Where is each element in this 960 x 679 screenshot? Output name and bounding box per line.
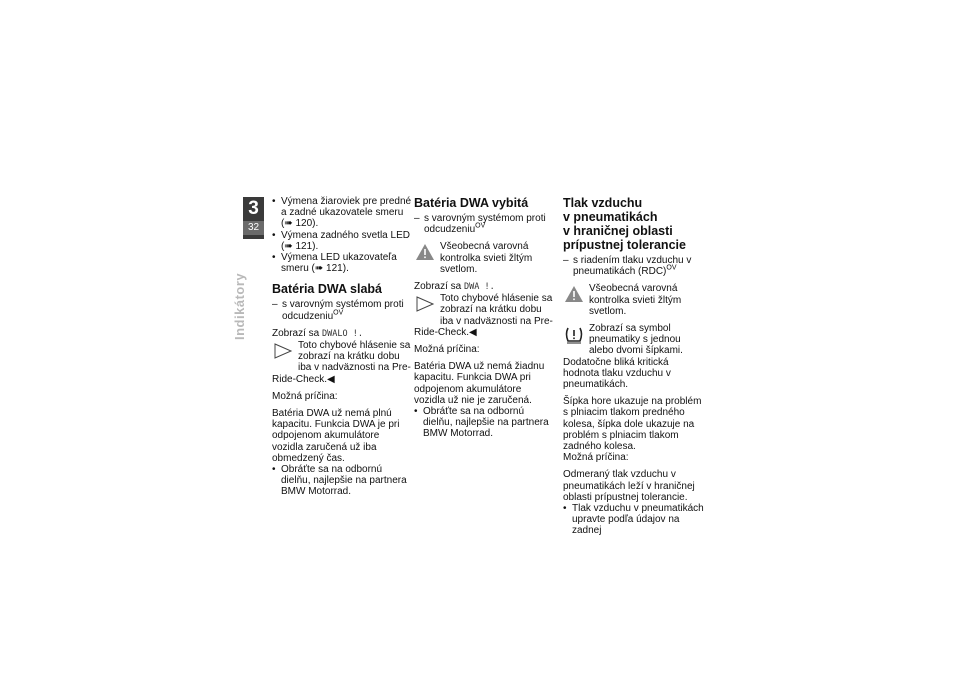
display-code: DWA !.	[464, 282, 495, 293]
equipment-note: – s riadením tlaku vzduchu v pneumatikách (RDC)$^{OV}$	[563, 255, 704, 277]
cause-label: Možná príčina:	[272, 390, 338, 402]
option-marker: OV	[475, 222, 486, 230]
option-marker: OV	[333, 309, 344, 317]
column-3	[563, 196, 704, 537]
info-note: Toto chybové hlásenie sa zobrazí na krátku dobu iba v nadväznosti na Pre-Ride-Check.◀	[272, 340, 411, 385]
cause-label: Možná príčina:	[563, 452, 629, 464]
equipment-note: – s varovným systémom proti odcudzeniu$^{OV}$	[272, 299, 413, 321]
cause-text: Odmeraný tlak vzduchu v pneumatikách leží v hraničnej oblasti prípustnej tolerancie.	[563, 469, 695, 503]
cause-text: Batéria DWA už nemá žiadnu kapacitu. Funkcia DWA pri odpojenom akumulátore vozidla už nie je zaručená.	[414, 361, 545, 406]
section-heading-dwa-empty: Batéria DWA vybitá	[414, 196, 529, 210]
list-item: • Obráťte sa na odbornú dielňu, najlepšie na partnera BMW Motorrad.	[272, 464, 413, 498]
tire-symbol-note: Zobrazí sa symbol pneumatiky s jednou alebo dvomi šípkami. Dodatočne bliká kritická hodnota tlaku vzduchu v pneumatikách.	[563, 323, 683, 391]
list-item: • Tlak vzduchu v pneumatikách upravte podľa údajov na zadnej	[563, 503, 704, 537]
section-heading-dwa-weak: Batéria DWA slabá	[272, 282, 382, 297]
cause-label: Možná príčina:	[414, 344, 480, 356]
option-marker: OV	[666, 264, 677, 272]
warning-triangle-filled-icon	[414, 242, 436, 262]
tire-pressure-icon	[563, 324, 585, 344]
warning-note: Všeobecná varovná kontrolka svieti žltým svetlom.	[589, 283, 682, 317]
list-item: • Výmena zadného svetla LED (➠ 121).	[272, 230, 413, 252]
chapter-tab	[243, 197, 264, 239]
chapter-side-label: Indikátory	[232, 272, 247, 340]
info-note: Toto chybové hlásenie sa zobrazí na krátku dobu iba v nadväznosti na Pre-Ride-Check.◀	[414, 293, 553, 338]
section-heading-tire-pressure: Tlak vzduchu v pneumatikách v hraničnej oblasti prípustnej tolerancie	[563, 196, 686, 252]
arrow-explanation: Šípka hore ukazuje na problém s plniacim tlakom predného kolesa, šípka dole ukazuje na problém s plniacim tlakom zadného kolesa.	[563, 396, 702, 453]
equipment-note: – s varovným systémom proti odcudzeniu$^{OV}$	[414, 213, 555, 235]
display-message: Zobrazí sa DWALO !.	[272, 327, 363, 339]
info-triangle-outline-icon	[414, 294, 436, 314]
chapter-number: 3	[248, 198, 259, 219]
info-triangle-outline-icon	[272, 341, 294, 361]
page-number: 32	[243, 221, 264, 235]
column-1	[272, 196, 413, 498]
display-code: DWALO !.	[322, 328, 363, 339]
list-item: • Obráťte sa na odbornú dielňu, najlepšie na partnera BMW Motorrad.	[414, 406, 555, 440]
display-message: Zobrazí sa DWA !.	[414, 281, 495, 293]
warning-note: Všeobecná varovná kontrolka svieti žltým svetlom.	[440, 241, 533, 275]
list-item: • Výmena žiaroviek pre predné a zadné ukazovatele smeru (➠ 120).	[272, 196, 413, 230]
warning-triangle-filled-icon	[563, 284, 585, 304]
list-item: • Výmena LED ukazovateľa smeru (➠ 121).	[272, 252, 413, 274]
column-2	[414, 196, 555, 440]
cause-text: Batéria DWA už nemá plnú kapacitu. Funkcia DWA je pri odpojenom akumulátore vozidla zaručená už iba obmedzený čas.	[272, 408, 400, 464]
